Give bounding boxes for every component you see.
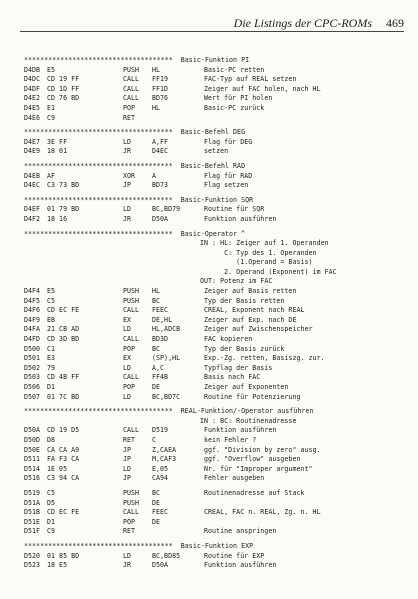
address: D4F5 (24, 296, 41, 305)
comment: Exp.-Zg. retten, Basiszg. zur. (200, 354, 325, 363)
section-heading (24, 230, 409, 240)
mnemonic: LD (123, 551, 132, 560)
operand: HL,ADCB (152, 325, 181, 334)
operand: CA94 (152, 474, 169, 483)
address: D51A (24, 498, 41, 507)
section-heading (24, 128, 409, 138)
code-line (24, 66, 409, 76)
operand: C (152, 435, 157, 444)
operand: (SP),HL (152, 354, 181, 363)
page-number: 469 (386, 16, 404, 30)
code-line (24, 364, 409, 374)
comment: Zeiger auf Zwischenspeicher (200, 325, 313, 334)
operand: BC (152, 488, 161, 497)
comment: Typflag der Basis (200, 363, 273, 372)
code-line (24, 345, 409, 355)
code-line (24, 455, 409, 465)
comment: Flag für RAD (200, 171, 253, 180)
code-line (24, 104, 409, 114)
comment: C: Typ des 1. Operanden (200, 248, 317, 257)
opcode-bytes: 18 01 (47, 147, 68, 156)
heading-text: ************************************* Basic-Funktion SQR (24, 195, 254, 204)
header-rule (20, 31, 404, 32)
comment: FAC kopieren (200, 335, 253, 344)
listing-section (24, 542, 409, 571)
listing-section (24, 196, 409, 225)
code-line (24, 287, 409, 297)
mnemonic: CALL (123, 426, 140, 435)
comment: Basic-PC retten (200, 65, 265, 74)
comment: 2. Operand (Exponent) im FAC (200, 267, 337, 276)
mnemonic: PUSH (123, 498, 140, 507)
address: D511 (24, 455, 41, 464)
comment: Zeiger auf Exponenten (200, 383, 289, 391)
mnemonic: CALL (123, 335, 140, 344)
code-line (24, 138, 409, 148)
opcode-bytes: D5 (47, 498, 56, 507)
mnemonic: JR (123, 214, 132, 223)
comment: Basis nach FAC (200, 373, 261, 382)
address: D506 (24, 383, 41, 391)
address: D50A (24, 426, 41, 435)
operand: BC (152, 344, 161, 353)
listing-section (24, 230, 409, 403)
mnemonic: CALL (123, 84, 140, 93)
comment: ggf. "Division by zero" ausg. (200, 445, 321, 454)
address: D4DF (24, 84, 41, 93)
code-line (24, 527, 409, 537)
comment: IN : HL: Zeiger auf 1. Operanden (200, 239, 329, 248)
mnemonic: LD (123, 205, 132, 214)
code-line (24, 75, 409, 85)
mnemonic: CALL (123, 508, 140, 517)
opcode-bytes: 21 CB AD (47, 325, 80, 334)
comment: Flag setzen (200, 181, 249, 190)
code-line (24, 499, 409, 509)
comment: FAC-Typ auf REAL setzen (200, 75, 297, 84)
opcode-bytes: C9 (47, 527, 56, 536)
mnemonic: JR (123, 561, 132, 570)
address: D4E7 (24, 137, 41, 146)
opcode-bytes: CA CA A9 (47, 445, 80, 454)
mnemonic: JP (123, 455, 132, 464)
code-line (24, 508, 409, 518)
code-line (24, 561, 409, 571)
comment: setzen (200, 147, 229, 156)
section-heading (24, 56, 409, 66)
operand: HL (152, 65, 161, 74)
comment: Fehler ausgeben (200, 474, 265, 483)
operand: M,CAF3 (152, 455, 177, 464)
operand: Z,CAEA (152, 445, 177, 454)
address: D500 (24, 344, 41, 353)
operand: DE,HL (152, 315, 173, 324)
opcode-bytes: E5 (47, 287, 56, 296)
address: D50D (24, 435, 41, 444)
address: D4E5 (24, 103, 41, 112)
heading-text: ************************************* Basic-Funktion PI (24, 56, 250, 64)
opcode-bytes: D1 (47, 517, 56, 526)
comment: IN : BC: Routinenadresse (200, 416, 297, 425)
code-line (24, 383, 409, 393)
code-line (24, 215, 409, 225)
code-line (24, 325, 409, 335)
operand: FF1D (152, 84, 169, 93)
opcode-bytes: 18 16 (47, 214, 68, 223)
opcode-bytes: CD 1D FF (47, 84, 80, 93)
code-line (24, 489, 409, 499)
comment: (1.Operand = Basis) (200, 258, 313, 267)
address: D523 (24, 561, 41, 570)
code-line (24, 436, 409, 446)
address: D4F4 (24, 287, 41, 296)
mnemonic: CALL (123, 373, 140, 382)
address: D4E2 (24, 94, 41, 103)
address: D4E9 (24, 147, 41, 156)
mnemonic: RET (123, 435, 136, 444)
mnemonic: CALL (123, 75, 140, 84)
operand: A,FF (152, 137, 169, 146)
code-line (24, 335, 409, 345)
operand: DE (152, 498, 161, 507)
section-heading (24, 407, 409, 417)
code-line (24, 85, 409, 95)
opcode-bytes: CD 3D BD (47, 335, 80, 344)
code-line (24, 181, 409, 191)
address: D514 (24, 464, 41, 473)
operand: FF19 (152, 75, 169, 84)
mnemonic: JP (123, 445, 132, 454)
code-line (24, 147, 409, 157)
comment-line (24, 249, 409, 259)
comment: Routine für SQR (200, 205, 265, 214)
opcode-bytes: 1E 05 (47, 464, 68, 473)
comment: Nr. für "Improper argument" (200, 464, 313, 473)
comment: Typ der Basis retten (200, 296, 285, 305)
comment: Routine anspringen (200, 527, 277, 536)
mnemonic: PUSH (123, 65, 140, 74)
operand: D50A (152, 561, 169, 570)
opcode-bytes: E3 (47, 354, 56, 363)
address: D4E6 (24, 113, 41, 122)
address: D507 (24, 392, 41, 401)
mnemonic: LD (123, 137, 132, 146)
opcode-bytes: CD 19 FF (47, 75, 80, 84)
code-line (24, 94, 409, 104)
address: D4F9 (24, 315, 41, 324)
comment: kein Fehler ? (200, 435, 257, 444)
mnemonic: JP (123, 181, 132, 190)
comment-line (24, 417, 409, 427)
comment-line (24, 268, 409, 278)
mnemonic: XOR (123, 171, 136, 180)
opcode-bytes: C1 (47, 344, 56, 353)
mnemonic: LD (123, 464, 132, 473)
comment: CREAL, FAC n. REAL, Zg. n. HL (200, 508, 321, 517)
comment: Zeiger auf FAC holen, nach HL (200, 84, 321, 93)
listing-section (24, 56, 409, 123)
comment: Zeiger auf Basis retten (200, 287, 297, 296)
comment: Flag für DEG (200, 137, 253, 146)
code-line (24, 426, 409, 436)
mnemonic: PUSH (123, 287, 140, 296)
section-heading (24, 162, 409, 172)
comment: Funktion ausführen (200, 214, 277, 223)
code-line (24, 446, 409, 456)
operand: BD76 (152, 94, 169, 103)
mnemonic: LD (123, 363, 132, 372)
comment-line (24, 258, 409, 268)
mnemonic: POP (123, 517, 136, 526)
opcode-bytes: C5 (47, 296, 56, 305)
code-line (24, 297, 409, 307)
mnemonic: RET (123, 113, 136, 122)
running-title: Die Listings der CPC-ROMs (233, 16, 372, 30)
code-line (24, 306, 409, 316)
operand: BC,BD79 (152, 205, 181, 214)
page-header (0, 14, 404, 32)
heading-text: ************************************* Basic-Befehl RAD (24, 161, 246, 170)
operand: FEEC (152, 508, 169, 517)
mnemonic: LD (123, 325, 132, 334)
heading-text: ************************************* Basic-Befehl DEG (24, 128, 246, 137)
operand: BC,BD7C (152, 392, 181, 401)
listing-section (24, 128, 409, 157)
operand: D50A (152, 214, 169, 223)
operand: FEEC (152, 306, 169, 315)
operand: BC (152, 296, 161, 305)
comment: Funktion ausführen (200, 426, 277, 435)
address: D4DB (24, 65, 41, 74)
mnemonic: PUSH (123, 488, 140, 497)
mnemonic: CALL (123, 94, 140, 103)
mnemonic: POP (123, 383, 136, 391)
opcode-bytes: 01 79 BD (47, 205, 80, 214)
comment: Funktion ausführen (200, 561, 277, 570)
comment: Typ der Basis zurück (200, 344, 285, 353)
comment: CREAL, Exponent nach REAL (200, 306, 305, 315)
address: D4F2 (24, 214, 41, 223)
operand: E,05 (152, 464, 169, 473)
code-line (24, 354, 409, 364)
code-line (24, 114, 409, 124)
operand: D519 (152, 426, 169, 435)
address: D51F (24, 527, 41, 536)
opcode-bytes: C9 (47, 113, 56, 122)
address: D502 (24, 363, 41, 372)
code-line (24, 393, 409, 403)
operand: DE (152, 383, 161, 391)
mnemonic: RET (123, 527, 136, 536)
address: D503 (24, 373, 41, 382)
comment: Basic-PC zurück (200, 103, 265, 112)
address: D50E (24, 445, 41, 454)
heading-text: ************************************* Basic-Funktion EXP (24, 541, 254, 550)
opcode-bytes: 18 E5 (47, 561, 68, 570)
mnemonic: JR (123, 147, 132, 156)
section-heading (24, 196, 409, 206)
code-line (24, 172, 409, 182)
code-line (24, 316, 409, 326)
operand: HL (152, 287, 161, 296)
opcode-bytes: E5 (47, 65, 56, 74)
operand: BC,BD85 (152, 551, 181, 560)
opcode-bytes: CD 76 BD (47, 94, 80, 103)
opcode-bytes: CD 4B FF (47, 373, 80, 382)
mnemonic: PUSH (123, 296, 140, 305)
code-line (24, 552, 409, 562)
mnemonic: POP (123, 103, 136, 112)
opcode-bytes: C3 94 CA (47, 474, 80, 483)
address: D4F6 (24, 306, 41, 315)
heading-text: ************************************* Basic-Operator ^ (24, 229, 246, 238)
address: D51B (24, 508, 41, 517)
address: D516 (24, 474, 41, 483)
address: D501 (24, 354, 41, 363)
mnemonic: EX (123, 354, 132, 363)
operand: A (152, 171, 157, 180)
address: D4FD (24, 335, 41, 344)
address: D4EF (24, 205, 41, 214)
operand: DE (152, 517, 161, 526)
code-line (24, 474, 409, 484)
address: D51E (24, 517, 41, 526)
opcode-bytes: 01 7C BD (47, 392, 80, 401)
opcode-bytes: D1 (47, 383, 56, 391)
code-line (24, 205, 409, 215)
code-line (24, 518, 409, 528)
operand: BD3D (152, 335, 169, 344)
comment-line (24, 277, 409, 287)
opcode-bytes: 79 (47, 363, 56, 372)
mnemonic: EX (123, 315, 132, 324)
operand: A,C (152, 363, 165, 372)
opcode-bytes: C5 (47, 488, 56, 497)
opcode-bytes: EB (47, 315, 56, 324)
comment: Routinenadresse auf Stack (200, 488, 305, 497)
mnemonic: LD (123, 392, 132, 401)
assembly-listing (24, 56, 409, 576)
opcode-bytes: CD EC FE (47, 306, 80, 315)
listing-section (24, 489, 409, 537)
comment: Routine für Potenzierung (200, 392, 301, 401)
opcode-bytes: CD EC FE (47, 508, 80, 517)
comment: Routine für EXP (200, 551, 265, 560)
code-line (24, 465, 409, 475)
operand: BD73 (152, 181, 169, 190)
opcode-bytes: FA F3 CA (47, 455, 80, 464)
mnemonic: CALL (123, 306, 140, 315)
comment: Wert für PI holen (200, 94, 273, 103)
section-heading (24, 542, 409, 552)
opcode-bytes: 3E FF (47, 137, 68, 146)
opcode-bytes: CD 19 D5 (47, 426, 80, 435)
comment: Zeiger auf Exp. nach DE (200, 315, 297, 324)
comment: ggf. "Overflow" ausgeben (200, 455, 301, 464)
address: D4FA (24, 325, 41, 334)
operand: FF4B (152, 373, 169, 382)
mnemonic: JP (123, 474, 132, 483)
address: D4EC (24, 181, 41, 190)
address: D520 (24, 551, 41, 560)
listing-section (24, 162, 409, 191)
mnemonic: POP (123, 344, 136, 353)
opcode-bytes: D8 (47, 435, 56, 444)
code-line (24, 373, 409, 383)
opcode-bytes: 01 85 BD (47, 551, 80, 560)
opcode-bytes: C3 73 BD (47, 181, 80, 190)
operand: HL (152, 103, 161, 112)
comment: OUT: Potenz im FAC (200, 277, 273, 286)
opcode-bytes: E1 (47, 103, 56, 112)
comment-line (24, 239, 409, 249)
heading-text: ************************************* REAL-Funktion/-Operator ausführen (24, 407, 314, 416)
opcode-bytes: AF (47, 171, 56, 180)
listing-section (24, 407, 409, 484)
operand: D4EC (152, 147, 169, 156)
address: D4EB (24, 171, 41, 180)
address: D4DC (24, 75, 41, 84)
address: D519 (24, 488, 41, 497)
